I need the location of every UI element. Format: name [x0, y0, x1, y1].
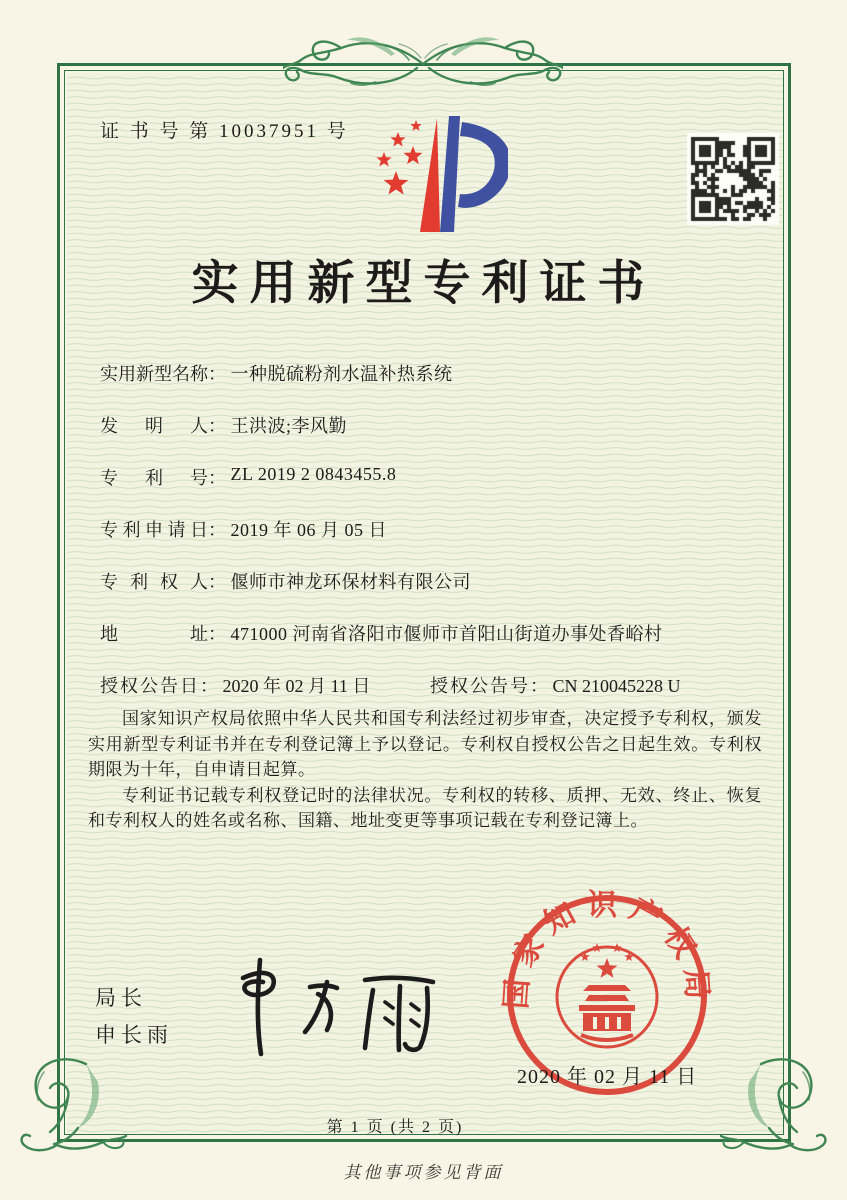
field-label: 实用新型名称	[100, 364, 208, 384]
field-row-address: 地址： 471000 河南省洛阳市偃师市首阳山街道办事处香峪村	[100, 620, 760, 639]
field-label: 发明人	[100, 416, 208, 436]
certificate-title: 实用新型专利证书	[191, 258, 656, 310]
legal-paragraph-1: 国家知识产权局依照中华人民共和国专利法经过初步审查，决定授予专利权，颁发实用新型专利证书并在专利登记簿上予以登记。专利权自授权公告之日起生效。专利权期限为十年，自申请日起算。	[88, 709, 762, 779]
top-flourish-ornament-icon	[283, 28, 563, 104]
page-number: 第 1 页 (共 2 页)	[326, 1119, 464, 1136]
field-label: 专利权人	[100, 572, 208, 592]
qr-code	[687, 133, 779, 225]
field-label: 专利号	[100, 468, 208, 488]
grant-date-value: 2020 年 02 月 11 日	[222, 676, 371, 696]
grant-number-label: 授权公告号	[430, 676, 530, 696]
field-row-inventors: 发明人： 王洪波;李风勤	[100, 412, 760, 431]
director-signature-icon	[215, 952, 445, 1057]
field-value: 一种脱硫粉剂水温补热系统	[230, 364, 453, 384]
field-value: ZL 2019 2 0843455.8	[230, 464, 397, 484]
field-row-filing-date: 专利申请日： 2019 年 06 月 05 日	[100, 516, 760, 535]
field-label: 地址	[100, 624, 208, 644]
grant-number-value: CN 210045228 U	[552, 676, 681, 696]
seal-national-emblem	[557, 943, 657, 1047]
grant-date-label: 授权公告日	[100, 676, 200, 696]
legal-text	[88, 706, 762, 834]
cnipa-patent-logo-icon	[358, 112, 508, 237]
logo-red-wedge	[420, 118, 440, 232]
field-value: 2019 年 06 月 05 日	[230, 520, 387, 540]
seal-date: 2020 年 02 月 11 日	[517, 1066, 698, 1088]
field-row-patentee: 专利权人： 偃师市神龙环保材料有限公司	[100, 568, 760, 587]
bottom-right-flourish-ornament-icon	[709, 1052, 839, 1172]
legal-paragraph-2: 专利证书记载专利权登记时的法律状况。专利权的转移、质押、无效、终止、恢复和专利权人的姓名或名称、国籍、地址变更等事项记载在专利登记簿上。	[88, 785, 762, 830]
field-row-patent-number: 专利号： ZL 2019 2 0843455.8	[100, 464, 397, 488]
director-name: 申长雨	[95, 1023, 173, 1047]
field-row-utility-model-name: 实用新型名称： 一种脱硫粉剂水温补热系统	[100, 360, 760, 379]
logo-blue-bar	[440, 116, 460, 232]
director-title: 局长	[95, 986, 147, 1010]
logo-blue-bowl	[458, 122, 508, 208]
svg-text:国家知识产权局	[500, 889, 714, 1010]
field-label: 专利申请日	[100, 520, 208, 540]
bottom-left-flourish-ornament-icon	[8, 1052, 138, 1172]
field-value: 王洪波;李风勤	[230, 416, 348, 436]
field-list	[100, 360, 760, 724]
back-side-note: 其他事项参见背面	[343, 1163, 504, 1182]
certificate-number: 证 书 号 第 10037951 号	[100, 121, 349, 142]
field-value: 偃师市神龙环保材料有限公司	[230, 572, 471, 592]
field-row-grant: 授权公告日： 2020 年 02 月 11 日 授权公告号： CN 210045228 U	[100, 672, 760, 691]
seal-text: 国家知识产权局	[499, 889, 715, 1011]
grant-number-group: 授权公告号： CN 210045228 U	[430, 676, 681, 696]
field-value: 471000 河南省洛阳市偃师市首阳山街道办事处香峪村	[230, 624, 663, 644]
